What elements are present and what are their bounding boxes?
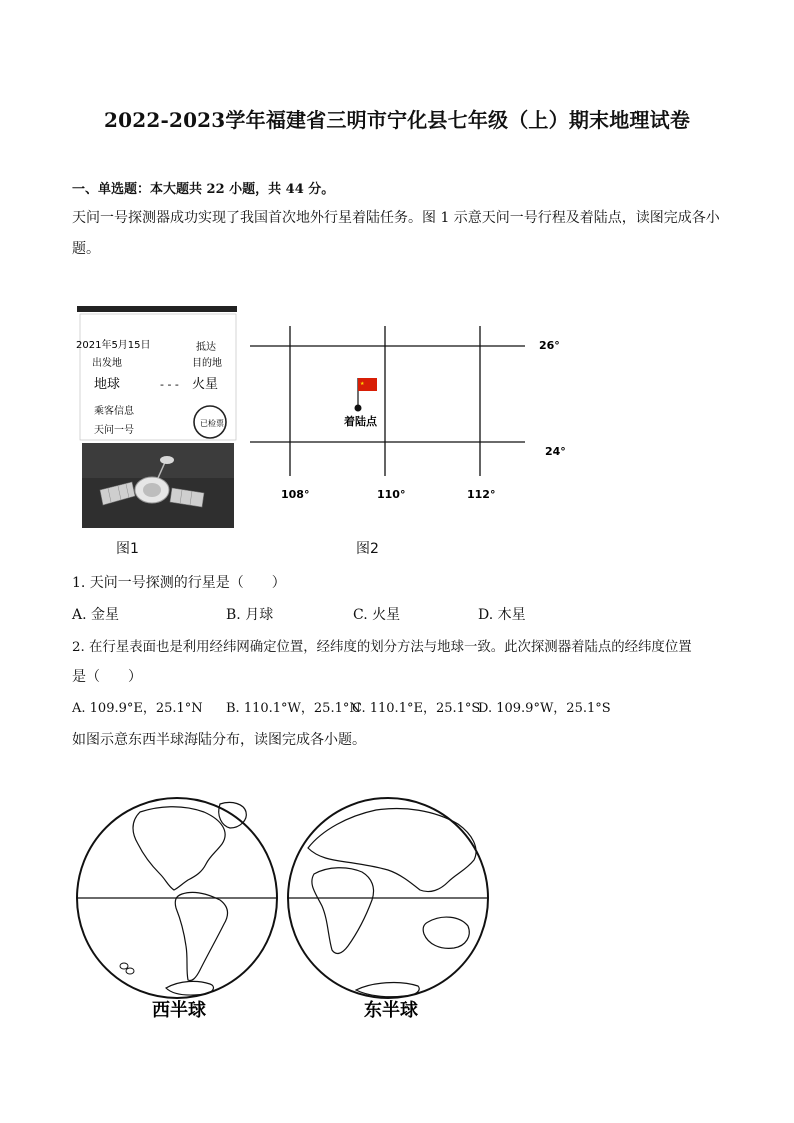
ticket-top-bar	[77, 306, 237, 312]
ticket-dash: - - -	[160, 378, 179, 391]
ticket-destination: 火星	[192, 377, 219, 392]
label-lat-24: 24°	[545, 445, 566, 458]
svg-text:★: ★	[360, 381, 365, 387]
section-heading: 一、单选题：本大题共 22 小题，共 44 分。	[72, 182, 335, 197]
q2-option-c: C. 110.1°E，25.1°S	[352, 701, 481, 716]
label-lon-112: 112°	[467, 488, 496, 501]
label-lat-26: 26°	[539, 339, 560, 352]
ticket-passenger: 天问一号	[94, 425, 134, 436]
q2-option-a: A. 109.9°E，25.1°N	[72, 701, 203, 716]
ticket-date: 2021年5月15日	[76, 340, 151, 351]
label-lon-108: 108°	[281, 488, 310, 501]
q1-option-a: A. 金星	[72, 607, 120, 623]
ticket-arrive-label-1: 抵达	[196, 342, 216, 353]
q2-option-b: B. 110.1°W，25.1°N	[226, 701, 361, 716]
ticket-origin: 地球	[94, 377, 121, 392]
question-2-stem-cont: 是（ ）	[72, 669, 142, 685]
figure-1-ticket	[72, 300, 242, 532]
q1-option-c: C. 火星	[353, 607, 401, 623]
intro-text-1-cont: 题。	[72, 241, 100, 257]
hemispheres-map	[70, 790, 500, 1030]
figure-2-caption: 图2	[356, 541, 379, 557]
ticket-stamp-text: 已检票	[200, 419, 224, 428]
landing-label: 着陆点	[344, 415, 377, 428]
western-hemisphere	[77, 798, 277, 998]
question-1-stem: 1. 天问一号探测的行星是（ ）	[72, 575, 286, 591]
figure-2-grid	[245, 318, 575, 508]
eastern-hemisphere	[288, 798, 488, 998]
q1-option-b: B. 月球	[226, 607, 274, 623]
china-flag-icon	[358, 378, 377, 407]
ticket-arrive-label-2: 目的地	[192, 358, 222, 369]
q2-option-d: D. 109.9°W，25.1°S	[478, 701, 611, 716]
paper-title: 2022-2023学年福建省三明市宁化县七年级（上）期末地理试卷	[103, 108, 691, 132]
ticket-passenger-label: 乘客信息	[94, 406, 134, 417]
intro-text-1: 天问一号探测器成功实现了我国首次地外行星着陆任务。图 1 示意天问一号行程及着陆点，读图完成各小	[72, 210, 720, 226]
label-lon-110: 110°	[377, 488, 406, 501]
label-eastern-hemisphere: 东半球	[364, 1000, 418, 1021]
landing-point	[355, 405, 362, 412]
ticket-depart-label: 出发地	[92, 358, 122, 369]
q1-option-d: D. 木星	[478, 607, 526, 623]
label-western-hemisphere: 西半球	[152, 1000, 206, 1021]
question-2-stem: 2. 在行星表面也是利用经纬网确定位置，经纬度的划分方法与地球一致。此次探测器着陆点的经纬度位置	[72, 640, 692, 655]
intro-text-2: 如图示意东西半球海陆分布，读图完成各小题。	[72, 732, 366, 748]
figure-1-caption: 图1	[116, 541, 139, 557]
